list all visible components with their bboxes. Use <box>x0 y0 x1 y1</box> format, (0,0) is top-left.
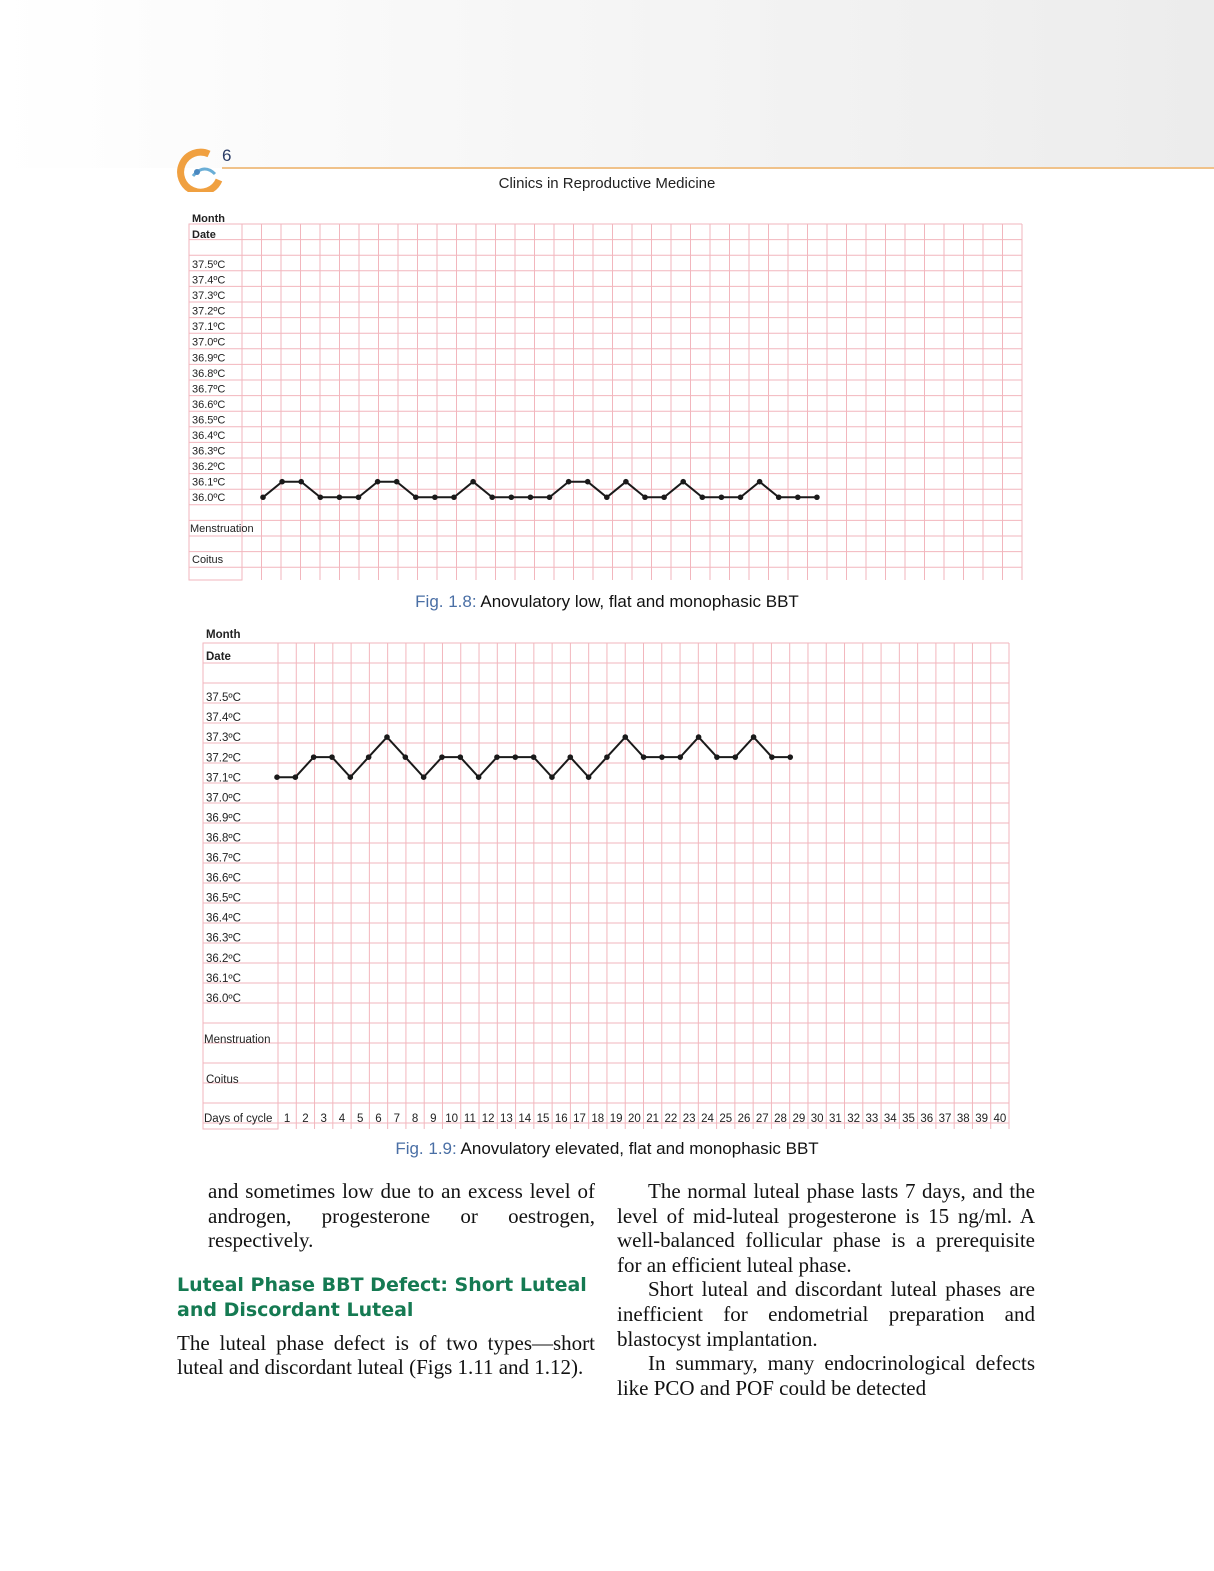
x-tick-label: 28 <box>774 1113 787 1125</box>
x-tick-label: 15 <box>536 1113 550 1125</box>
paragraph: Short luteal and discordant luteal phases are inefficient for endometrial preparation and blastocyst implantation. <box>617 1277 1035 1351</box>
x-tick-label: 14 <box>518 1113 532 1125</box>
y-tick-label: 36.7ºC <box>206 852 241 865</box>
y-tick-label: 36.5ºC <box>192 414 226 427</box>
y-tick-label: 37.0ºC <box>206 792 241 805</box>
data-point <box>751 734 757 740</box>
x-tick-label: 26 <box>737 1113 751 1125</box>
y-tick-label: 36.0ºC <box>192 492 226 505</box>
y-tick-label: 36.9ºC <box>192 352 226 365</box>
data-point <box>311 754 317 760</box>
x-tick-label: 33 <box>865 1113 879 1125</box>
x-tick-label: 9 <box>430 1113 437 1125</box>
y-tick-label: 36.4ºC <box>206 912 241 925</box>
caption-label: Fig. 1.9: <box>395 1139 457 1158</box>
data-point <box>421 774 427 780</box>
x-tick-label: 37 <box>938 1113 952 1125</box>
x-tick-label: 11 <box>463 1113 476 1125</box>
data-point <box>494 754 500 760</box>
x-tick-label: 35 <box>902 1113 915 1125</box>
page-number: 6 <box>222 146 232 165</box>
data-point <box>403 754 409 760</box>
data-point <box>659 754 665 760</box>
y-tick-label: 36.6ºC <box>192 398 226 411</box>
data-point <box>274 774 280 780</box>
x-tick-label: 17 <box>573 1113 586 1125</box>
y-tick-label: 37.2ºC <box>206 752 241 765</box>
figure-caption-1-9 <box>0 1139 1214 1159</box>
caption-label: Fig. 1.8: <box>415 592 477 611</box>
x-tick-label: 1 <box>283 1113 291 1125</box>
y-tick-label: 37.1ºC <box>206 772 241 785</box>
data-point <box>458 754 464 760</box>
right-column <box>617 1179 1035 1400</box>
y-tick-label: 36.5ºC <box>206 892 241 905</box>
left-column <box>177 1179 595 1380</box>
y-tick-label: 36.3ºC <box>206 932 241 945</box>
y-tick-label: 36.9ºC <box>206 812 241 825</box>
x-tick-label: 36 <box>920 1113 934 1125</box>
y-tick-label: 36.3ºC <box>192 445 226 458</box>
paragraph: The luteal phase defect is of two types—short luteal and discordant luteal (Figs 1.11 and 1.12). <box>177 1330 595 1380</box>
y-tick-label: 37.2ºC <box>192 305 226 318</box>
paragraph: and sometimes low due to an excess level of androgen, progesterone or oestrogen, respectively. <box>208 1179 595 1253</box>
data-point <box>366 754 372 760</box>
x-tick-label: 2 <box>302 1113 309 1125</box>
data-point <box>567 754 573 760</box>
section-heading: Luteal Phase BBT Defect: Short Luteal and Discordant Luteal <box>177 1273 587 1321</box>
paragraph: In summary, many endocrinological defects like PCO and POF could be detected <box>617 1351 1035 1400</box>
y-tick-label: 37.5ºC <box>192 258 226 271</box>
row-label-menstruation: Menstruation <box>204 1034 271 1046</box>
x-tick-label: 24 <box>701 1113 714 1125</box>
data-point <box>586 774 592 780</box>
data-point <box>677 754 683 760</box>
y-tick-label: 36.7ºC <box>192 383 226 396</box>
x-tick-label: 5 <box>357 1113 364 1125</box>
x-tick-label: 16 <box>554 1113 568 1125</box>
y-tick-label: 36.2ºC <box>206 952 241 965</box>
x-tick-label: 31 <box>828 1113 842 1125</box>
x-tick-label: 19 <box>609 1113 623 1125</box>
y-tick-label: 37.3ºC <box>206 732 241 745</box>
data-point <box>714 754 720 760</box>
x-tick-label: 29 <box>792 1113 806 1125</box>
x-tick-label: 8 <box>411 1113 419 1125</box>
x-tick-label: 27 <box>755 1113 769 1125</box>
y-tick-label: 37.0ºC <box>192 336 226 349</box>
data-point <box>549 774 555 780</box>
y-tick-label: 36.4ºC <box>192 430 226 443</box>
data-point <box>622 734 628 740</box>
data-point <box>732 754 738 760</box>
row-label-menstruation: Menstruation <box>190 523 254 535</box>
x-tick-label: 7 <box>393 1113 400 1125</box>
x-tick-label: 10 <box>445 1113 459 1125</box>
data-point <box>641 754 647 760</box>
x-tick-label: 6 <box>375 1113 382 1125</box>
x-tick-label: 4 <box>338 1113 346 1125</box>
data-point <box>604 754 610 760</box>
x-tick-label: 38 <box>956 1113 970 1125</box>
data-point <box>384 734 390 740</box>
x-tick-label: 3 <box>320 1113 327 1125</box>
x-tick-label: 40 <box>993 1113 1007 1125</box>
x-tick-label: 32 <box>847 1113 861 1125</box>
x-axis-label: Days of cycle <box>204 1113 273 1125</box>
data-point <box>531 754 537 760</box>
x-tick-label: 18 <box>591 1113 605 1125</box>
y-tick-label: 37.1ºC <box>192 321 226 334</box>
data-point <box>439 754 445 760</box>
x-tick-label: 13 <box>500 1113 513 1125</box>
y-tick-label: 36.2ºC <box>192 461 226 474</box>
row-label-coitus: Coitus <box>206 1074 239 1086</box>
y-tick-label: 36.1ºC <box>206 972 241 985</box>
y-tick-label: 37.4ºC <box>192 274 226 287</box>
data-point <box>476 774 482 780</box>
data-point <box>696 734 702 740</box>
x-tick-label: 34 <box>883 1113 897 1125</box>
row-label-date: Date <box>206 651 231 663</box>
y-tick-label: 37.5ºC <box>206 692 241 705</box>
data-point <box>348 774 354 780</box>
x-tick-label: 39 <box>975 1113 988 1125</box>
y-tick-label: 37.4ºC <box>206 712 241 725</box>
caption-text: Anovulatory elevated, flat and monophasic BBT <box>456 1139 819 1158</box>
y-tick-label: 37.3ºC <box>192 290 226 303</box>
x-tick-label: 22 <box>664 1113 678 1125</box>
row-label-date: Date <box>192 229 216 241</box>
x-tick-label: 21 <box>646 1113 660 1125</box>
data-point <box>293 774 299 780</box>
x-tick-label: 20 <box>627 1113 641 1125</box>
y-tick-label: 36.8ºC <box>192 367 226 380</box>
y-tick-label: 36.6ºC <box>206 872 241 885</box>
paragraph: The normal luteal phase lasts 7 days, and the level of mid-luteal progesterone is 15 ng/ml. A well-balanced follicular phase is a prerequisite for an efficient luteal phase. <box>617 1179 1035 1277</box>
y-tick-label: 36.0ºC <box>206 992 241 1005</box>
y-tick-label: 36.1ºC <box>192 476 226 489</box>
row-label-month: Month <box>192 213 225 225</box>
row-label-coitus: Coitus <box>192 554 224 566</box>
data-point <box>769 754 775 760</box>
running-title: Clinics in Reproductive Medicine <box>498 175 716 192</box>
x-tick-label: 23 <box>682 1113 696 1125</box>
x-tick-label: 30 <box>810 1113 824 1125</box>
caption-text: Anovulatory low, flat and monophasic BBT <box>476 592 799 611</box>
data-point <box>787 754 793 760</box>
row-label-month: Month <box>206 629 241 641</box>
x-tick-label: 12 <box>481 1113 495 1125</box>
y-tick-label: 36.8ºC <box>206 832 241 845</box>
data-point <box>329 754 335 760</box>
x-tick-label: 25 <box>719 1113 733 1125</box>
data-point <box>512 754 518 760</box>
